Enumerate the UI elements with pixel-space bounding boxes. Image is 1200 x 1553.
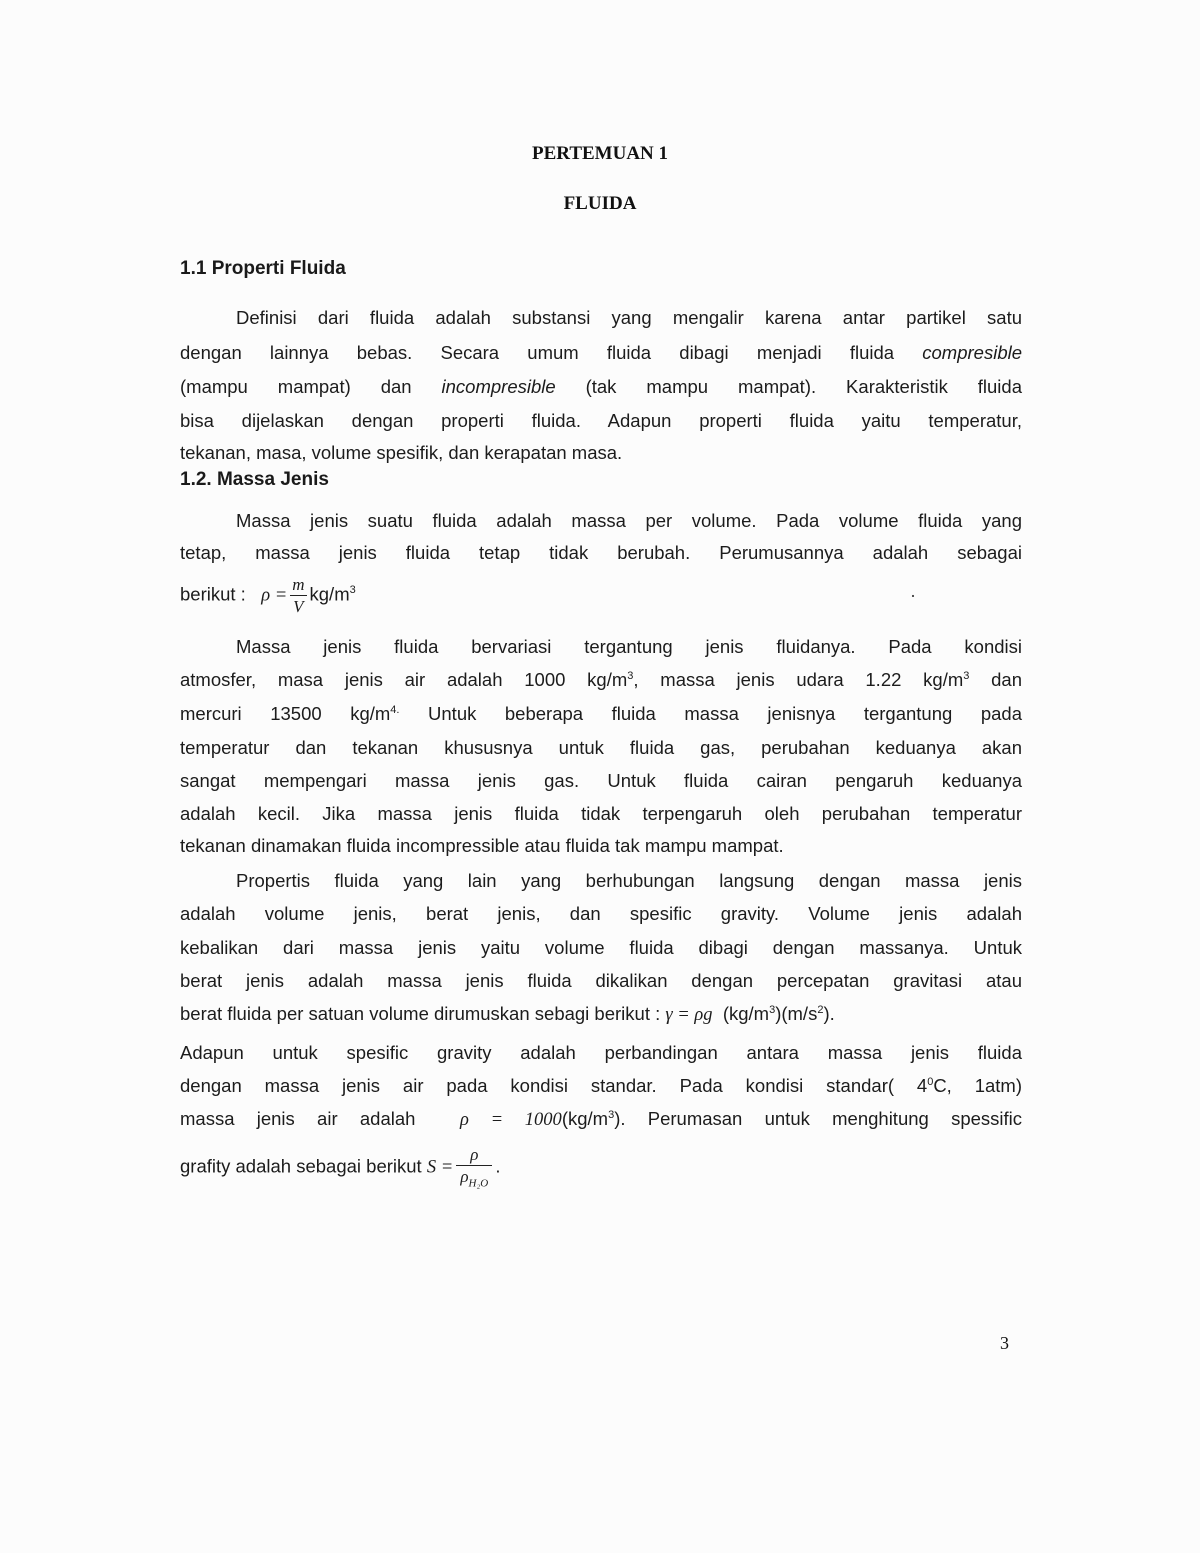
paragraph-line: (mampu mampat) dan incompresible (tak mampu mampat). Karakteristik fluida bbox=[180, 376, 1022, 397]
paragraph-line: atmosfer, masa jenis air adalah 1000 $kg/m^3$, massa jenis udara 1.22 $kg/m^3$ dan bbox=[180, 669, 1022, 690]
section-heading-massa-jenis: 1.2. Massa Jenis bbox=[180, 469, 329, 490]
paragraph-line: tetap, massa jenis fluida tetap tidak berubah. Perumusannya adalah sebagai bbox=[180, 542, 1022, 563]
paragraph-line: Massa jenis fluida bervariasi tergantung jenis fluidanya. Pada kondisi bbox=[236, 636, 1022, 657]
formula-specific-weight: berat fluida per satuan volume dirumuskan sebagi berikut : γ = ρg $(kg/m^3)(m/s^2)$. bbox=[180, 1003, 835, 1025]
paragraph-line: bisa dijelaskan dengan properti fluida. Adapun properti fluida yaitu temperatur, bbox=[180, 410, 1022, 431]
paragraph-line: dengan lainnya bebas. Secara umum fluida dibagi menjadi fluida compresible bbox=[180, 342, 1023, 363]
paragraph-line: Massa jenis suatu fluida adalah massa per volume. Pada volume fluida yang bbox=[236, 510, 1022, 531]
paragraph-line: kebalikan dari massa jenis yaitu volume fluida dibagi dengan massanya. Untuk bbox=[180, 937, 1022, 958]
paragraph-line: temperatur dan tekanan khususnya untuk fluida gas, perubahan keduanya akan bbox=[180, 737, 1022, 758]
paragraph-line: berat jenis adalah massa jenis fluida dikalikan dengan percepatan gravitasi atau bbox=[180, 970, 1022, 991]
section-heading-properti-fluida: 1.1 Properti Fluida bbox=[180, 258, 346, 279]
formula-density: berikut : ρ = $\frac{m}{V}$ $kg/m^3$ bbox=[180, 575, 356, 616]
page-subtitle: FLUIDA bbox=[563, 193, 637, 214]
formula-water-density: massa jenis air adalah $\rho = 1000(kg/m^3)$. Perumasan untuk menghitung spessific bbox=[180, 1108, 1023, 1130]
paragraph-line: mercuri 13500 $kg/m^{4.}$ Untuk beberapa fluida massa jenisnya tergantung pada bbox=[180, 703, 1023, 724]
paragraph-line: adalah kecil. Jika massa jenis fluida tidak terpengaruh oleh perubahan temperatur bbox=[180, 803, 1022, 824]
paragraph-line: adalah volume jenis, berat jenis, dan spesific gravity. Volume jenis adalah bbox=[180, 903, 1022, 924]
page-number: 3 bbox=[1000, 1333, 1009, 1353]
stray-dot: · bbox=[910, 586, 916, 606]
term-compresible: compresible bbox=[922, 342, 1023, 363]
paragraph-line: tekanan dinamakan fluida incompressible atau fluida tak mampu mampat. bbox=[180, 835, 784, 856]
page-title: PERTEMUAN 1 bbox=[531, 143, 669, 164]
paragraph-line: Propertis fluida yang lain yang berhubungan langsung dengan massa jenis bbox=[236, 870, 1022, 891]
formula-specific-gravity: grafity adalah sebagai berikut S = $\frac{\rho}{\rho_{H_2O}}$ . bbox=[180, 1145, 501, 1190]
paragraph-line: Adapun untuk spesific gravity adalah perbandingan antara massa jenis fluida bbox=[180, 1042, 1022, 1063]
paragraph-line: tekanan, masa, volume spesifik, dan kerapatan masa. bbox=[180, 442, 623, 463]
paragraph-line: Definisi dari fluida adalah substansi yang mengalir karena antar partikel satu bbox=[236, 307, 1022, 328]
paragraph-line: dengan massa jenis air pada kondisi standar. Pada kondisi standar( $4^0C$, 1atm) bbox=[180, 1075, 1022, 1096]
term-incompresible: incompresible bbox=[441, 376, 556, 397]
paragraph-line: sangat mempengari massa jenis gas. Untuk fluida cairan pengaruh keduanya bbox=[180, 770, 1022, 791]
